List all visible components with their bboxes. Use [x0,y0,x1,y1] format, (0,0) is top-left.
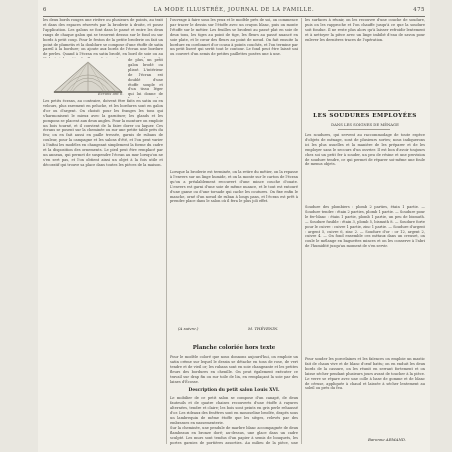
signature-author: M. THÉVENIN. [248,326,279,331]
figure-caption: Ecrans ant 6. [98,91,124,96]
col3-formulas: Soudure des plombiers : plomb 2 parties, étain 1 partie. — Soudure tendre : étain 2 parties, plomb 1 partie. — Soudure pour le fer-blanc : étain 1 partie, plomb 1 partie, un peu de bismuth. — Soudure fusible : étain 3, plomb 5, bismuth 8. — Soudure forte pour le cuivre : cuivre 1 partie, zinc 1 partie. — Soudure d'argent : argent 5, cuivre 6, zinc 2. — Soudure d'or : or 12, argent 2, cuivre 4. — On fond ensemble ces métaux dans un creuset, on coule le mélange en baguettes minces et on les conserve à l'abri de l'humidité jusqu'au moment de s'en servir. [305,205,425,249]
column-divider-2 [301,18,302,444]
section-subtitle: DANS LES SOIGNES DE MÉNAGE [331,122,399,127]
column-divider-1 [166,18,167,444]
page-number-right: 475 [413,7,425,13]
col3-closing: Pour souder les porcelaines et les faïences on emploie un mastic fait de chaux vive et de blanc d'œuf battu; on en enduit les deux bords de la cassure, on les réunit en serrant fortement et on laisse sécher pendant plusieurs jours avant de toucher à la pièce. Le verre se répare avec une colle à base de gomme et de blanc de céruse, appliquée à chaud et laissée à sécher lentement au soleil ou près du feu. [305,357,425,391]
col2-salon-text-2: Sur la cheminée, une pendule de marbre blanc accompagnée de deux flambeaux en bronze doré; au-dessus, une glace dans un cadre sculpté. Les murs sont tendus d'un papier à semis de bouquets, les portes garnies de portières assorties. Au milieu de la pièce, une [170,426,298,445]
col2-paragraph-2: Lorsque la broderie est terminée, on la retire du métier, on la repasse à l'envers sur un linge humide, et on la monte sur le carton de l'écran qu'on a préalablement recouvert d'une mince couche d'ouate. L'envers est garni d'une soie de même nuance, et le tout est entouré d'une ganse ou d'une torsade qui cache les coutures. On fixe enfin le manche, orné d'un nœud de ruban à longs pans, et l'écran est prêt à prendre place dans le salon où il fera le plus joli effet. [170,170,298,204]
col3-intro: Les soudures, qui servent au raccommodage de toute espèce d'objets de ménage, sont de plusieurs sortes; nous indiquerons ici les plus usuelles et la manière de les préparer et de les employer sans le secours d'un ouvrier. Il est bon d'avoir toujours chez soi un petit fer à souder, un peu de résine et une provision de soudure tendre, ce qui permet de réparer soi-même une foule de menus objets. [305,133,425,167]
col1-paragraph-1: les deux bords rouges une rivière ou plusieurs de points, au trait et dans des espaces réservés par la broderie à droite, et posez l'application. Les galons se font dans le passé et entre les deux rangs de chaque galon qui se trouvent dessus sur le fond ou sur bords à petit coup. Pour le feston de la petite broderie on fait un point de plumetis et la doublure se compose d'une étoffe de satin pareil à la bordure; on ajoute aux bords de l'écran une bordure de perles. Quand à l'écran en satin brodé, en bord de soie ou au [43,18,163,57]
page-number-left: 6 [43,7,47,13]
journal-page [38,0,430,452]
col2-planche-text: Pour le modèle coloré que nous donnons aujourd'hui, on emploie un satin crème sur lequel le dessin se détache en tons de rose, de vert tendre et de vieil or; les rubans sont en soie changeante et les petites fleurs des bordures en chenille. On peut également exécuter ce travail sur drap fin ou sur toile de lin, en remplaçant la soie par des laines d'Écosse. [170,355,298,384]
col2-salon-text-1: Le mobilier de ce petit salon se compose d'un canapé, de deux fauteuils et de quatre chaises recouverts d'une étoffe à rayures alternées, tendre et claire; les bois sont peints en gris perle rehaussé d'or. Les rideaux des fenêtres sont en mousseline brodée, drapés sous un lambrequin de même étoffe que les sièges, relevés par des embrasses en passementerie. [170,396,298,424]
section-title-soudures: LES SOUDURES EMPLOYÉES [313,113,417,119]
col2-paragraph-1: l'ouvrage à faire sous les yeux et le modèle près de soi, on commence par tracer le dessin sur l'étoffe avec un crayon blanc, puis on monte l'étoffe sur le métier. Les feuilles se brodent au passé plat en soie de deux tons, les tiges au point de tige, les fleurs au passé nuancé en soie plate, et le cœur des fleurs au point de nœud. On fait ensuite la bordure en cordonnet d'or cousu à points couchés, et l'on termine par un petit liseré qui sertit tout le contour. Le fond peut être laissé uni ou couvert d'un semis de petites paillettes posées une à une. [170,18,298,57]
section-rule-bottom [338,129,390,130]
col3-paragraph-1: les surfaces à réunir, on les recouvre d'une couche de soudure, puis on les rapproche et l'on chauffe jusqu'à ce que la soudure soit fondue. Il ne reste plus alors qu'à laisser refroidir lentement et à nettoyer la pièce avec un linge imbibé d'eau de savon pour enlever les dernières traces de l'opération. [305,18,425,42]
article-subtitle-salon: Description du petit salon Louis XVI. [188,388,280,393]
col1-wrap-text: de plus, un petit galon brodé ou plissé. L'intérieur de l'écran est doublé d'une étoffe souple et d'un tissu léger qui lui donne de [128,58,163,97]
article-title-planche: Planche coloriée hors texte [192,345,276,351]
signature-continued: (A suivre.) [178,326,199,331]
fan-screen-illustration [50,56,126,96]
header-rule [43,16,425,17]
col1-paragraph-2: Les petits écrans, au contraire, doivent être faits en satin ou en velours, plus rarement en peluche, et les bordures sont en galon d'or ou d'argent. On choisit pour les franges les tons qui s'harmonisent le mieux avec la garniture; les glands et les pompons se placent aux deux angles. Pour la monture on emploie un bois tourné, et il convient de la faire dorer ou laquer. Ces écrans se posent sur la cheminée ou sur une petite table près du feu; on en fait aussi en paille tressée, garnis de rubans de couleur, pour la campagne et les salons d'été, et l'on peut varier à l'infini les modèles en changeant simplement la forme du cadre et la disposition des ornements. Le pied peut être remplacé par un anneau, qui permet de suspendre l'écran au mur lorsqu'on ne s'en sert pas, et l'on obtient ainsi un objet à la fois utile et décoratif qui trouve sa place dans toutes les pièces de la maison. [43,99,163,167]
signature-baronne: Baronne ARMAND. [368,437,407,442]
section-rule-top [328,110,400,111]
journal-title: LA MODE ILLUSTRÉE, JOURNAL DE LA FAMILLE. [153,7,315,13]
